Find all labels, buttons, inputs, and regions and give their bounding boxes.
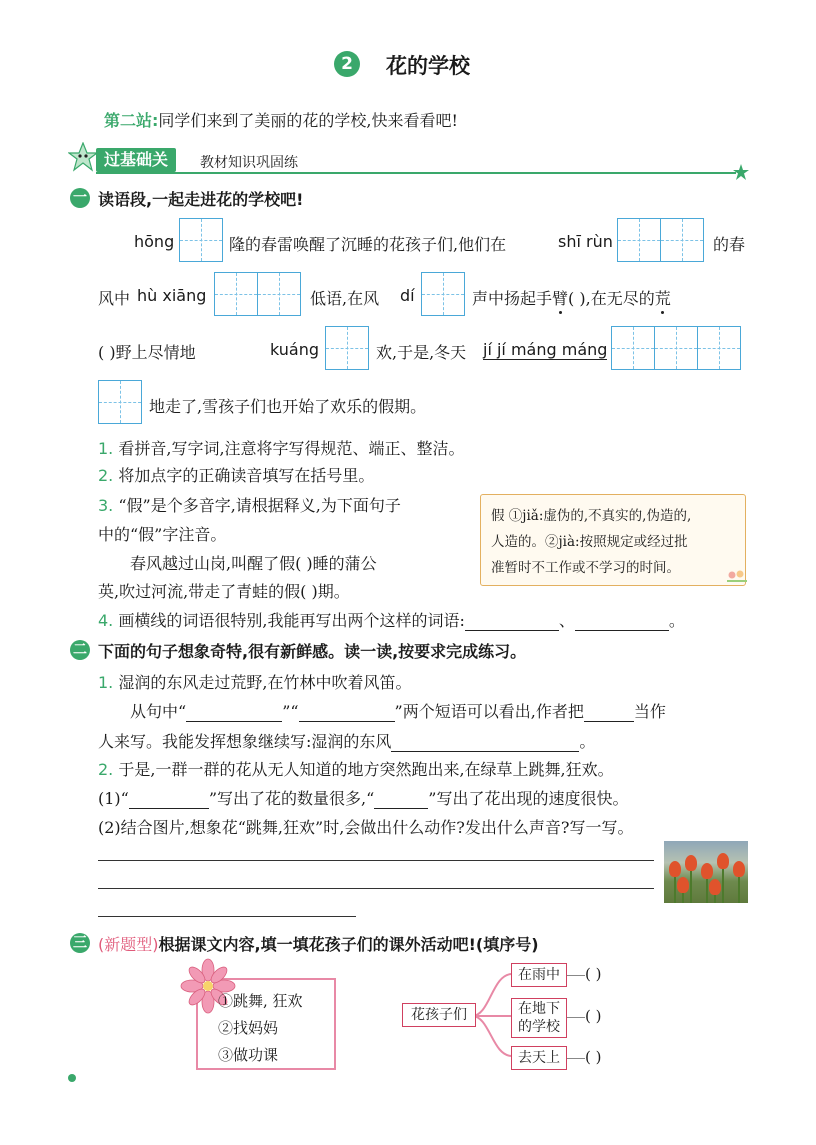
answer-paren[interactable]: ( )	[585, 965, 602, 983]
question-text	[98, 786, 628, 809]
tianzi-box-hong[interactable]	[179, 218, 223, 262]
pinyin-huxiang: hù xiāng	[137, 286, 207, 305]
question-text: 于是,一群一群的花从无人知道的地方突然跑出来,在绿草上跳舞,狂欢。	[118, 760, 614, 779]
section-banner: 过基础关	[96, 148, 176, 172]
passage-text: 隆的春雷唤醒了沉睡的花孩子们,他们在	[229, 235, 507, 254]
question-text	[98, 729, 595, 752]
question-number: 1.	[98, 673, 114, 692]
text-part: ”“	[282, 702, 299, 721]
option-item: ②找妈妈	[218, 1019, 279, 1037]
new-type-tag: (新题型)	[98, 935, 159, 954]
section-badge-1: 一	[70, 188, 90, 208]
answer-blank[interactable]	[465, 616, 559, 631]
mindmap-center: 花孩子们	[402, 1003, 476, 1027]
question-text: 春风越过山岗,叫醒了假( )睡的蒲公	[130, 554, 377, 573]
section3-heading-line	[98, 932, 539, 955]
question-text: (2)结合图片,想象花“跳舞,狂欢”时,会做出什么动作?发出什么声音?写一写。	[98, 818, 634, 837]
text-part: 。	[579, 732, 596, 751]
sentence-end: 。	[668, 611, 685, 630]
passage-text: ( )野上尽情地	[98, 343, 196, 362]
dotted-char: 荒	[654, 289, 671, 308]
passage-text: 低语,在风	[310, 289, 380, 308]
station-text: 同学们来到了美丽的花的学校,快来看看吧!	[158, 111, 458, 130]
definition-line: 假 ①jiǎ:虚伪的,不真实的,伪造的,	[491, 508, 692, 524]
answer-blank[interactable]	[575, 616, 669, 631]
answer-blank[interactable]	[391, 737, 579, 752]
star-icon	[733, 164, 749, 184]
branch-link	[567, 1017, 585, 1018]
writing-line[interactable]	[98, 916, 356, 917]
text-part: ”两个短语可以看出,作者把	[394, 702, 584, 721]
question-text: 画横线的词语很特别,我能再写出两个这样的词语:	[118, 611, 465, 630]
question-number: 2.	[98, 760, 114, 779]
answer-blank[interactable]	[186, 707, 282, 722]
text-part: 从句中“	[130, 702, 187, 721]
banner-subtitle: 教材知识巩固练	[200, 155, 298, 171]
passage-text: 地走了,雪孩子们也开始了欢乐的假期。	[149, 397, 427, 416]
mindmap-branch: 在雨中	[511, 963, 567, 987]
question-text: 英,吹过河流,带走了青蛙的假( )期。	[98, 582, 350, 601]
question-text: 湿润的东风走过荒野,在竹林中吹着风笛。	[118, 673, 412, 692]
question-text: 将加点字的正确读音填写在括号里。	[118, 466, 375, 485]
page-title: 花的学校	[386, 54, 470, 78]
mindmap-branch: 去天上	[511, 1046, 567, 1070]
pinyin-hong: hōng	[134, 232, 175, 251]
lesson-number: 2	[334, 51, 360, 77]
tianzi-box-mangmang[interactable]	[98, 380, 142, 424]
section-badge-2: 二	[70, 640, 90, 660]
station-intro	[104, 108, 458, 131]
passage-text	[472, 286, 671, 309]
section2-heading: 下面的句子想象奇特,很有新鲜感。读一读,按要求完成练习。	[98, 642, 527, 661]
question-number: 4.	[98, 611, 114, 630]
question-number: 2.	[98, 466, 114, 485]
mindmap-branch: 在地下的学校	[511, 998, 567, 1038]
tulip-photo	[664, 841, 748, 903]
passage-text: 风中	[98, 289, 131, 308]
definition-line: 人造的。②jià:按照规定或经过批	[491, 534, 688, 550]
text-part: ”写出了花出现的速度很快。	[428, 789, 629, 808]
text-part: 人来写。我能发挥想象继续写:湿润的东风	[98, 732, 392, 751]
tianzi-box-di[interactable]	[421, 272, 465, 316]
question-number: 1.	[98, 439, 114, 458]
definition-box	[480, 494, 746, 586]
question-2	[98, 463, 374, 486]
question-1	[98, 670, 411, 693]
question-1	[98, 436, 465, 459]
tianzi-box-jijimangmang[interactable]	[611, 326, 741, 370]
answer-blank[interactable]	[374, 794, 428, 809]
answer-paren: ( ),在无尽的	[568, 289, 655, 308]
text-part: ”写出了花的数量很多,“	[208, 789, 375, 808]
cartoon-star-icon	[68, 142, 94, 168]
question-text	[130, 699, 666, 722]
answer-blank[interactable]	[129, 794, 209, 809]
answer-blank[interactable]	[584, 707, 634, 722]
page-dot	[68, 1074, 76, 1082]
question-2	[98, 757, 614, 780]
writing-line[interactable]	[98, 860, 654, 861]
section-badge-3: 三	[70, 933, 90, 953]
banner-rule	[96, 172, 736, 174]
tianzi-box-kuang[interactable]	[325, 326, 369, 370]
option-item: ③做功课	[218, 1046, 279, 1064]
option-item: ①跳舞, 狂欢	[218, 992, 303, 1010]
answer-blank[interactable]	[299, 707, 395, 722]
writing-line[interactable]	[98, 888, 654, 889]
dotted-char: 臂	[552, 289, 569, 308]
pinyin-kuang: kuáng	[270, 340, 320, 359]
question-number: 3.	[98, 496, 114, 515]
separator: 、	[558, 611, 575, 630]
tianzi-box-shirun[interactable]	[617, 218, 704, 262]
question-3	[98, 493, 401, 516]
section1-heading: 读语段,一起走进花的学校吧!	[98, 190, 304, 209]
passage-text: 欢,于是,冬天	[376, 343, 467, 362]
passage-text: 的春	[713, 235, 746, 254]
question-4	[98, 608, 685, 631]
station-label: 第二站:	[104, 111, 159, 130]
answer-paren[interactable]: ( )	[585, 1007, 602, 1025]
flower-icon	[727, 568, 747, 587]
text-part: (1)“	[98, 789, 129, 808]
question-text: “假”是个多音字,请根据释义,为下面句子	[118, 496, 401, 515]
definition-line: 准暂时不工作或不学习的时间。	[491, 560, 680, 576]
pinyin-shirun: shī rùn	[558, 232, 613, 251]
pinyin-jijimangmang: jí jí máng máng	[483, 340, 608, 359]
answer-paren[interactable]: ( )	[585, 1048, 602, 1066]
pinyin-di: dí	[400, 286, 415, 305]
passage-text-a: 声中扬起手	[472, 289, 553, 308]
branch-link	[567, 1058, 585, 1059]
text-part: 当作	[633, 702, 666, 721]
section3-heading: 根据课文内容,填一填花孩子们的课外活动吧!(填序号)	[158, 935, 539, 954]
question-text: 看拼音,写字词,注意将字写得规范、端正、整洁。	[118, 439, 465, 458]
branch-link	[567, 975, 585, 976]
tianzi-box-huxiang[interactable]	[214, 272, 301, 316]
question-text: 中的“假”字注音。	[98, 525, 227, 544]
